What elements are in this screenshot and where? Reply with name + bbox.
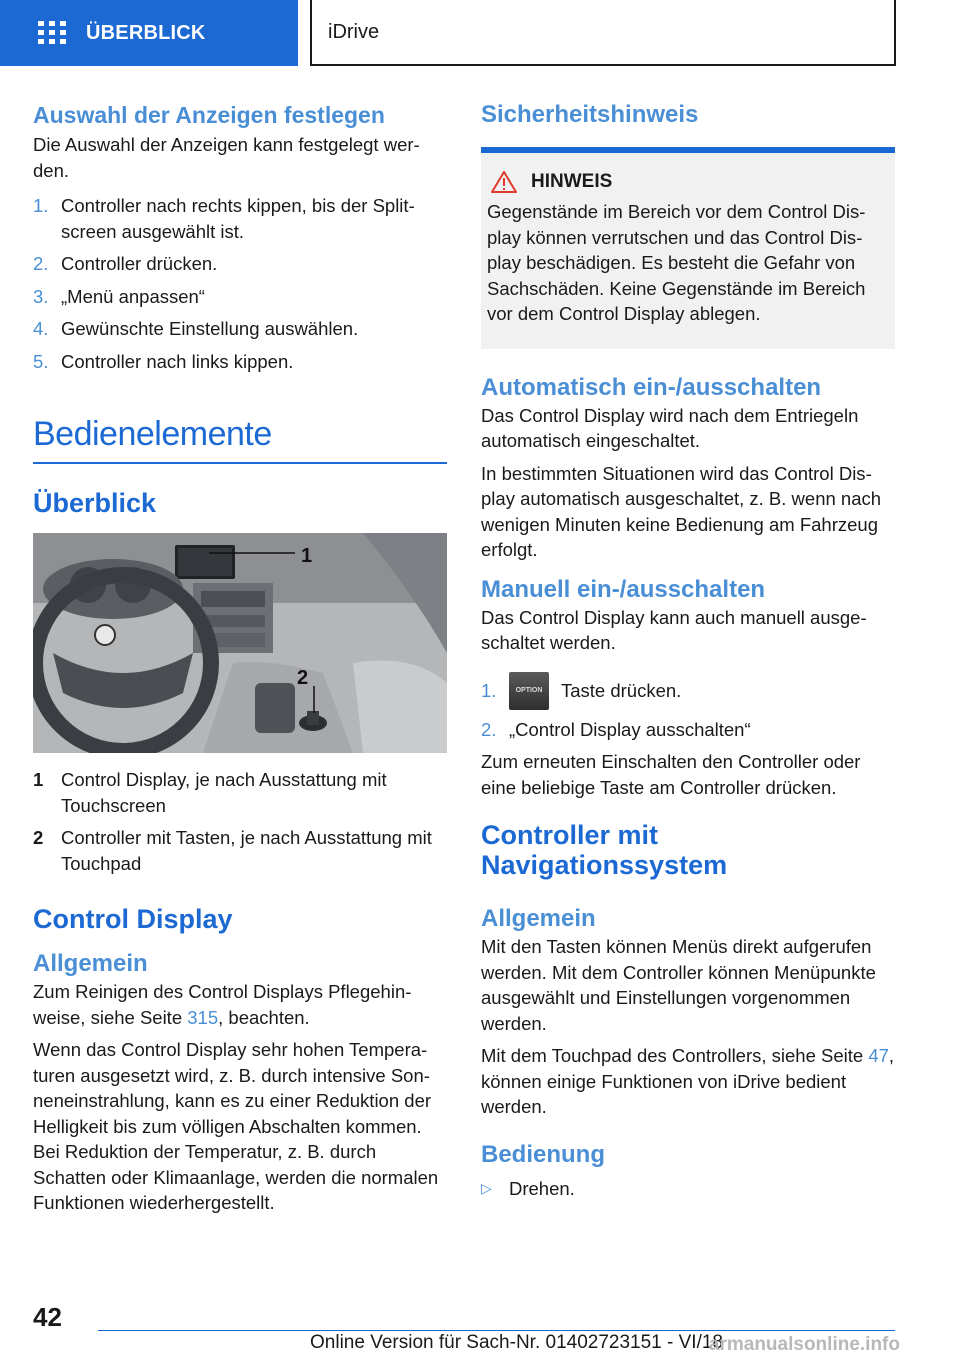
section-tab-label: ÜBERBLICK (86, 21, 206, 44)
auswahl-intro: Die Auswahl der Anzeigen kann festgelegt werden. (33, 134, 420, 181)
note-text: Gegenstände im Bereich vor dem Control Display können verrutschen und das Control Display beschädigen. Es besteht die Gefahr von Sachschäden. Keine Gegenstände im Bereich vor dem Control Display ablegen. (487, 201, 866, 324)
online-version-text: Online Version für Sach-Nr. 01402723151 - VI/18 (310, 1332, 723, 1353)
note-box (481, 147, 895, 349)
left-column (33, 100, 447, 1223)
list-item: 1. OPTION Taste drücken. (481, 672, 895, 710)
list-item: 2. „Control Display ausschalten“ (481, 718, 751, 740)
bullet-triangle-icon: ▷ (481, 1179, 492, 1196)
sicherheit-heading: Sicherheitshinweis (481, 101, 699, 128)
automatisch-p1: Das Control Display wird nach dem Entriegeln automatisch eingeschaltet. (481, 404, 859, 451)
bedienung-heading: Bedienung (481, 1140, 605, 1168)
list-item: 2. Controller drücken. (33, 253, 218, 274)
watermark: armanualsonline.info (708, 1334, 900, 1355)
chapter-title: iDrive (328, 20, 380, 43)
manuell-p1: Das Control Display kann auch manuell ausgeschaltet werden. (481, 606, 867, 653)
bedienung-list (481, 1176, 895, 1202)
list-item: 1 Control Display, je nach Ausstattung mit Touchscreen (33, 769, 387, 816)
page-link-315[interactable]: 315 (187, 1006, 219, 1028)
list-item: 3. „Menü anpassen“ (33, 285, 205, 307)
list-item: 4. Gewünschte Einstellung auswählen. (33, 318, 359, 339)
cockpit-illustration (33, 533, 447, 753)
list-item: 5. Controller nach links kippen. (33, 350, 294, 372)
allgemein-heading: Allgemein (33, 950, 148, 977)
controller-allgemein-heading: Allgemein (481, 905, 596, 932)
manuell-p2: Zum erneuten Einschalten den Controller oder eine beliebige Taste am Controller drücken. (481, 751, 861, 798)
chapter-title-box (310, 0, 896, 66)
controller-heading: Controller mit Navigationssystem (481, 820, 728, 880)
page-number: 42 (33, 1302, 62, 1332)
manuell-heading: Manuell ein-/ausschalten (481, 575, 766, 603)
automatisch-heading: Automatisch ein-/ausschalten (481, 373, 822, 401)
note-header (487, 171, 887, 193)
option-key-icon: OPTION (509, 672, 549, 710)
auswahl-steps (33, 193, 447, 374)
cockpit-photo (33, 533, 447, 753)
list-item: 2 Controller mit Tasten, je nach Ausstattung mit Touchpad (33, 827, 432, 874)
controller-p1: Mit den Tasten können Menüs direkt aufgerufen werden. Mit dem Controller können Menüpunkte ausgewählt und Einstellungen vorgenommen werden. (481, 936, 876, 1034)
note-title: HINWEIS (531, 171, 613, 192)
manuell-steps (481, 672, 895, 743)
controller-p2: Mit dem Touchpad des Controllers, siehe Seite 47, können einige Funktionen von iDrive bedient werden. (481, 1045, 895, 1117)
reinigen-paragraph: Zum Reinigen des Control Displays Pflegehinweise, siehe Seite 315, beachten. (33, 981, 412, 1028)
list-item: ▷ Drehen. (481, 1176, 895, 1202)
automatisch-p2: In bestimmten Situationen wird das Control Display automatisch ausgeschaltet, z. B. wenn nach wenigen Minuten keine Bedienung am Fahrzeug erfolgt. (481, 462, 882, 560)
callout-1: 1 (301, 545, 313, 567)
list-item: 1. Controller nach rechts kippen, bis der Splitscreen ausgewählt ist. (33, 195, 415, 242)
bedienelemente-heading: Bedienelemente (33, 415, 272, 453)
auswahl-heading: Auswahl der Anzeigen festlegen (33, 102, 385, 128)
warning-triangle-icon (491, 171, 517, 193)
control-display-heading: Control Display (33, 904, 233, 934)
temperatur-paragraph: Wenn das Control Display sehr hohen Temperaturen ausgesetzt wird, z. B. durch intensive Sonneneinstrahlung, kann es zu einer Reduktion der Helligkeit bis zum völligen Abschalten kommen. Bei Reduktion der Temperatur, z. B. durch Schatten oder Klimaanlage, werden die normalen Funktionen wiederhergestellt. (33, 1039, 439, 1213)
right-column (481, 100, 895, 1208)
page-link-47[interactable]: 47 (868, 1045, 889, 1066)
section-tab[interactable] (0, 0, 298, 66)
photo-legend (33, 767, 447, 876)
ueberblick-heading: Überblick (33, 488, 157, 518)
grid-menu-icon (38, 21, 66, 45)
callout-2: 2 (297, 667, 309, 689)
footer-rule (98, 1330, 895, 1331)
chapter-rule (33, 462, 447, 464)
